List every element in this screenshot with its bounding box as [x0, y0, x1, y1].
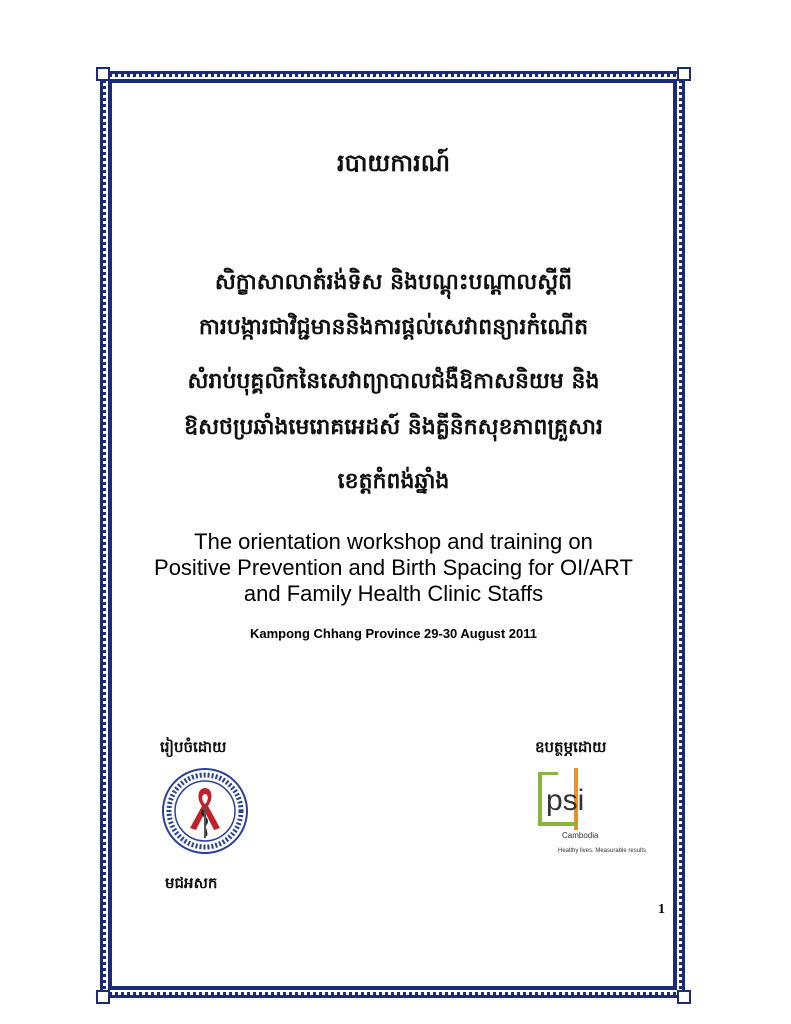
- border-corner-ornament: [96, 67, 110, 81]
- english-title-line-1: The orientation workshop and training on: [194, 529, 593, 554]
- organizer-acronym: មជអសក: [165, 874, 218, 892]
- border-corner-ornament: [96, 990, 110, 1004]
- khmer-title-line-2: ការបង្ការជាវិជ្ជមាននិងការផ្តល់សេវាពន្យារកំណើត: [198, 315, 589, 340]
- ministry-seal-logo: [160, 766, 250, 856]
- khmer-title-line-1: សិក្ខាសាលាតំរង់ទិស និងបណ្តុះបណ្តាលស្តីពី: [214, 270, 573, 295]
- english-title-line-3: and Family Health Clinic Staffs: [243, 581, 544, 606]
- khmer-report-title: របាយការណ៍: [336, 149, 451, 177]
- khmer-title-line-4: ឱសថប្រឆាំងមេរោគអេដស៍ និងគ្លីនិកសុខភាពគ្រួសារ: [184, 415, 603, 440]
- sponsored-by-label: ឧបត្ថម្ភដោយ: [535, 738, 607, 756]
- psi-logo-text: psi: [546, 784, 585, 817]
- psi-logo-tagline: Healthy lives. Measurable results: [558, 848, 647, 854]
- border-corner-ornament: [677, 67, 691, 81]
- english-title-line-2: Positive Prevention and Birth Spacing for OI/ART: [154, 555, 633, 580]
- psi-cambodia-logo: [538, 766, 648, 854]
- border-corner-ornament: [677, 990, 691, 1004]
- page-number: 1: [658, 902, 665, 917]
- english-subtitle: Kampong Chhang Province 29-30 August 2011: [249, 626, 538, 641]
- prepared-by-label: រៀបចំដោយ: [160, 738, 227, 756]
- khmer-title-line-3: សំរាប់បុគ្គលិកនៃសេវាព្យាបាលជំងឺឱកាសនិយម និង: [187, 369, 600, 394]
- khmer-province: ខេត្តកំពង់ឆ្នាំង: [337, 469, 450, 494]
- psi-logo-country: Cambodia: [562, 831, 599, 840]
